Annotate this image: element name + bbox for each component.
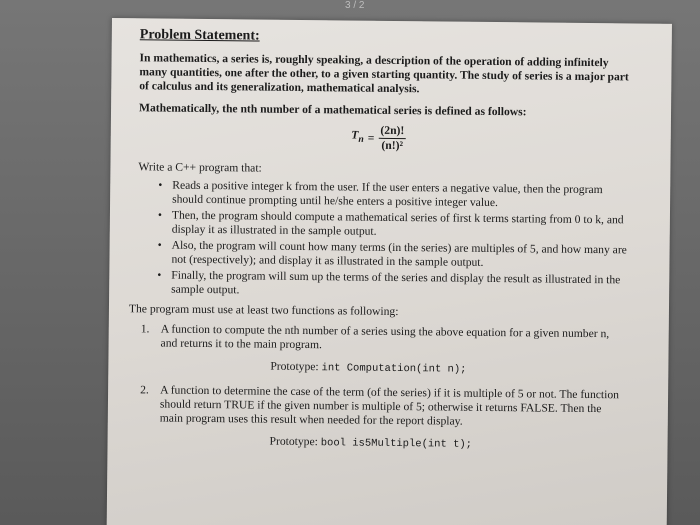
- formula-lhs: $T_n$: [351, 128, 364, 146]
- page-title: Problem Statement:: [139, 27, 260, 44]
- write-line: Write a C++ program that:: [138, 160, 262, 175]
- function-number: 1.: [140, 322, 150, 336]
- function-number: 2.: [140, 383, 149, 397]
- formula-denominator: (n!)²: [381, 138, 404, 153]
- prototype-line: Prototype: bool is5Multiple(int t);: [269, 434, 473, 451]
- formula-numerator: (2n)!: [378, 124, 406, 139]
- function-list: [139, 322, 626, 453]
- bullet-icon: •: [157, 268, 162, 282]
- formula-equals: =: [367, 131, 375, 145]
- function-description: A function to compute the nth number of a series using the above equation for a given number n, and returns it to the main program.: [160, 322, 610, 352]
- list-item: • Then, the program should compute a mathematical series of first k terms starting from 0 to k, and display it as illustrated in the sample output.: [157, 208, 624, 238]
- prototype-code: int Computation(int n);: [321, 362, 467, 376]
- intro-paragraph: In mathematics, a series is, roughly speaking, a description of the operation of adding infinitely many quantities, one after the other, to a given starting quantity. The study of series is a major part of calculus and its generalization, mathematical analysis.: [139, 51, 629, 96]
- bullet-icon: •: [158, 178, 163, 192]
- task-list: [157, 178, 628, 301]
- bullet-icon: •: [157, 238, 162, 252]
- function-description: A function to determine the case of the term (of the series) if it is multiple of 5 or not. The function should return TRUE if the given number is multiple of 5; otherwise it returns FALSE. Then the main program uses this result when needed for the report display.: [159, 383, 620, 428]
- list-item: • Also, the program will count how many terms (in the series) are multiples of 5, and how many are not (respectively); and display it as illustrated in the sample output.: [157, 238, 627, 269]
- page-indicator: 3 / 2: [345, 0, 365, 11]
- list-item: [140, 322, 627, 378]
- list-item: [139, 383, 626, 453]
- series-formula: [129, 121, 629, 155]
- list-item: • Finally, the program will sum up the terms of the series and display the result as illustrated in the sample output.: [157, 268, 621, 297]
- document-content: [125, 28, 629, 463]
- must-line: The program must use at least two functions as following:: [128, 302, 399, 319]
- definition-line: Mathematically, the nth number of a mathematical series is defined as follows:: [138, 101, 527, 119]
- bullet-icon: •: [157, 208, 163, 222]
- list-item: • Reads a positive integer k from the user. If the user enters a negative value, then the program should continue prompting until he/she enters a positive integer value.: [158, 178, 603, 210]
- prototype-line: Prototype: int Computation(int n);: [270, 359, 467, 376]
- formula-fraction: [378, 124, 406, 153]
- document-page: [107, 18, 672, 525]
- prototype-code: bool is5Multiple(int t);: [320, 437, 473, 451]
